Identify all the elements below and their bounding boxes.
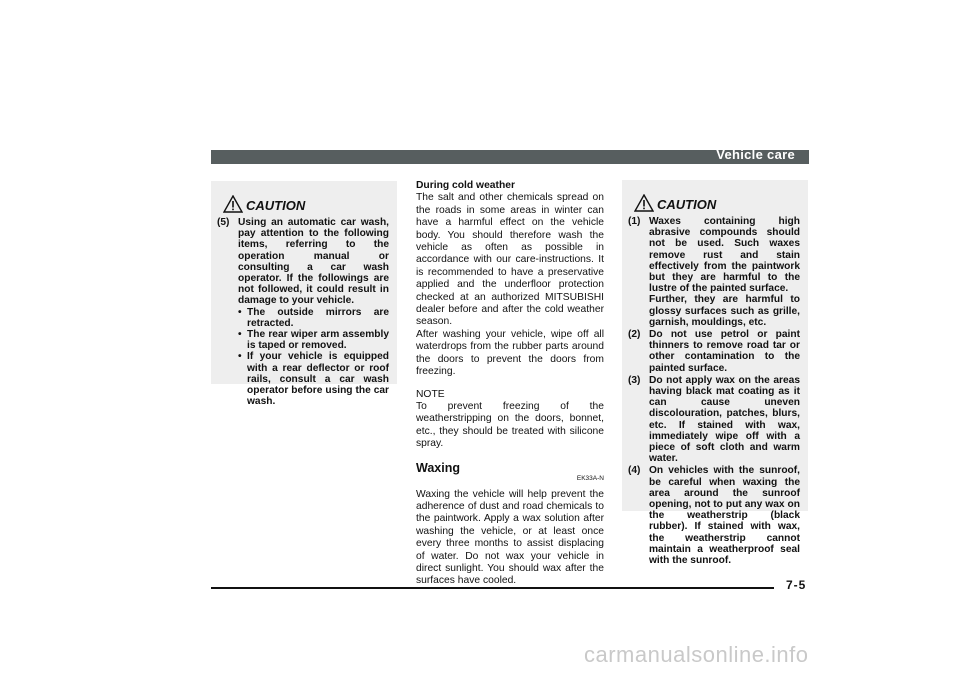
bullet-icon: • (238, 306, 242, 318)
footer-rule (211, 587, 774, 589)
caution-item (217, 217, 389, 407)
bullet-item (238, 351, 389, 407)
cold-weather-paragraph: The salt and other chemicals spread on the roads in some areas in winter can have a harmful effect on the vehicle body. You should therefore wash the vehicle as often as possible in accordance with our care-instructions. It is recommended to have a preservative applied and the underfloor protection checked at an authorized MITSUBISHI dealer before and after the cold weather season. (416, 192, 604, 328)
bullet-item (238, 307, 389, 329)
caution-list (211, 217, 397, 407)
warning-triangle-icon (634, 194, 654, 212)
caution-list (622, 216, 808, 566)
caution-item (628, 329, 800, 374)
bullet-text: The rear wiper arm assembly is taped or removed. (247, 329, 389, 352)
note-label: NOTE (416, 388, 445, 400)
waxing-title: Waxing (416, 460, 460, 475)
section-header-bar (211, 147, 809, 164)
bullet-icon: • (238, 351, 242, 363)
page-number: 7-5 (786, 578, 807, 592)
bullet-icon: • (238, 329, 242, 341)
caution-label: CAUTION (657, 197, 717, 212)
section-title: Vehicle care (716, 147, 795, 162)
watermark-text: carmanualsonline.info (584, 642, 809, 667)
section-code: EK33A-N (576, 474, 604, 482)
item-text: Do not apply wax on the areas having black mat coating as it can cause uneven discolouration, patches, blurs, etc. If stained with wax, immediately wipe off with a piece of soft cloth and warm water. (649, 374, 800, 465)
bullet-text: The outside mirrors are retracted. (247, 306, 389, 329)
item-text: On vehicles with the sunroof, be careful when waxing the area around the sunroof opening, not to put any wax on the weatherstrip (black rubber). If stained with wax, the weatherstrip cannot maintain a weatherproof seal with the sunroof. (649, 465, 800, 567)
caution-item (628, 465, 800, 566)
item-text: Using an automatic car wash, pay attention to the following items, referring to the operation manual or consulting a car wash operator. If the followings are not followed, it could result in damage to your vehicle. (238, 217, 389, 307)
item-text-continued: Further, they are harmful to glossy surfaces such as grille, garnish, mouldings, etc. (649, 294, 800, 328)
cold-weather-paragraph-2: After washing your vehicle, wipe off all waterdrops from the rubber parts around the doors to prevent the doors from freezing. (416, 328, 604, 378)
caution-box-waxing (622, 180, 808, 567)
caution-item (628, 375, 800, 465)
waxing-paragraph: Waxing the vehicle will help prevent the adherence of dust and road chemicals to the paintwork. Apply a wax solution after washing the vehicle, or at least once every three months to assist displacing of water. Do not wax your vehicle in direct sunlight. You should wax after the surfaces have cooled. (416, 488, 604, 587)
item-text: Do not use petrol or paint thinners to remove road tar or other contamination to the painted surface. (649, 329, 800, 374)
cold-weather-heading: During cold weather (416, 180, 515, 191)
item-number: (4) (628, 465, 641, 477)
caution-heading (223, 187, 397, 213)
item-number: (2) (628, 329, 641, 341)
caution-box-car-wash (211, 181, 397, 408)
note-text: To prevent freezing of the weatherstripping on the doors, bonnet, etc., they should be treated with silicone spray. (416, 400, 604, 450)
item-number: (3) (628, 374, 641, 386)
item-number: (1) (628, 216, 641, 227)
bullet-item (238, 329, 389, 351)
caution-label: CAUTION (246, 198, 306, 213)
caution-heading (634, 186, 808, 212)
main-text-column (416, 180, 604, 588)
bullet-text: If your vehicle is equipped with a rear deflector or roof rails, consult a car wash operator before using the car wash. (247, 351, 389, 408)
warning-triangle-icon (223, 195, 243, 213)
caution-item (628, 216, 800, 328)
bullet-list (238, 307, 389, 408)
item-number: (5) (217, 217, 230, 228)
waxing-heading-row (416, 460, 604, 482)
item-text: Waxes containing high abrasive compounds should not be used. Such waxes remove rust and stain effectively from the paintwork but they are harmful to the lustre of the painted surface. (649, 216, 800, 295)
